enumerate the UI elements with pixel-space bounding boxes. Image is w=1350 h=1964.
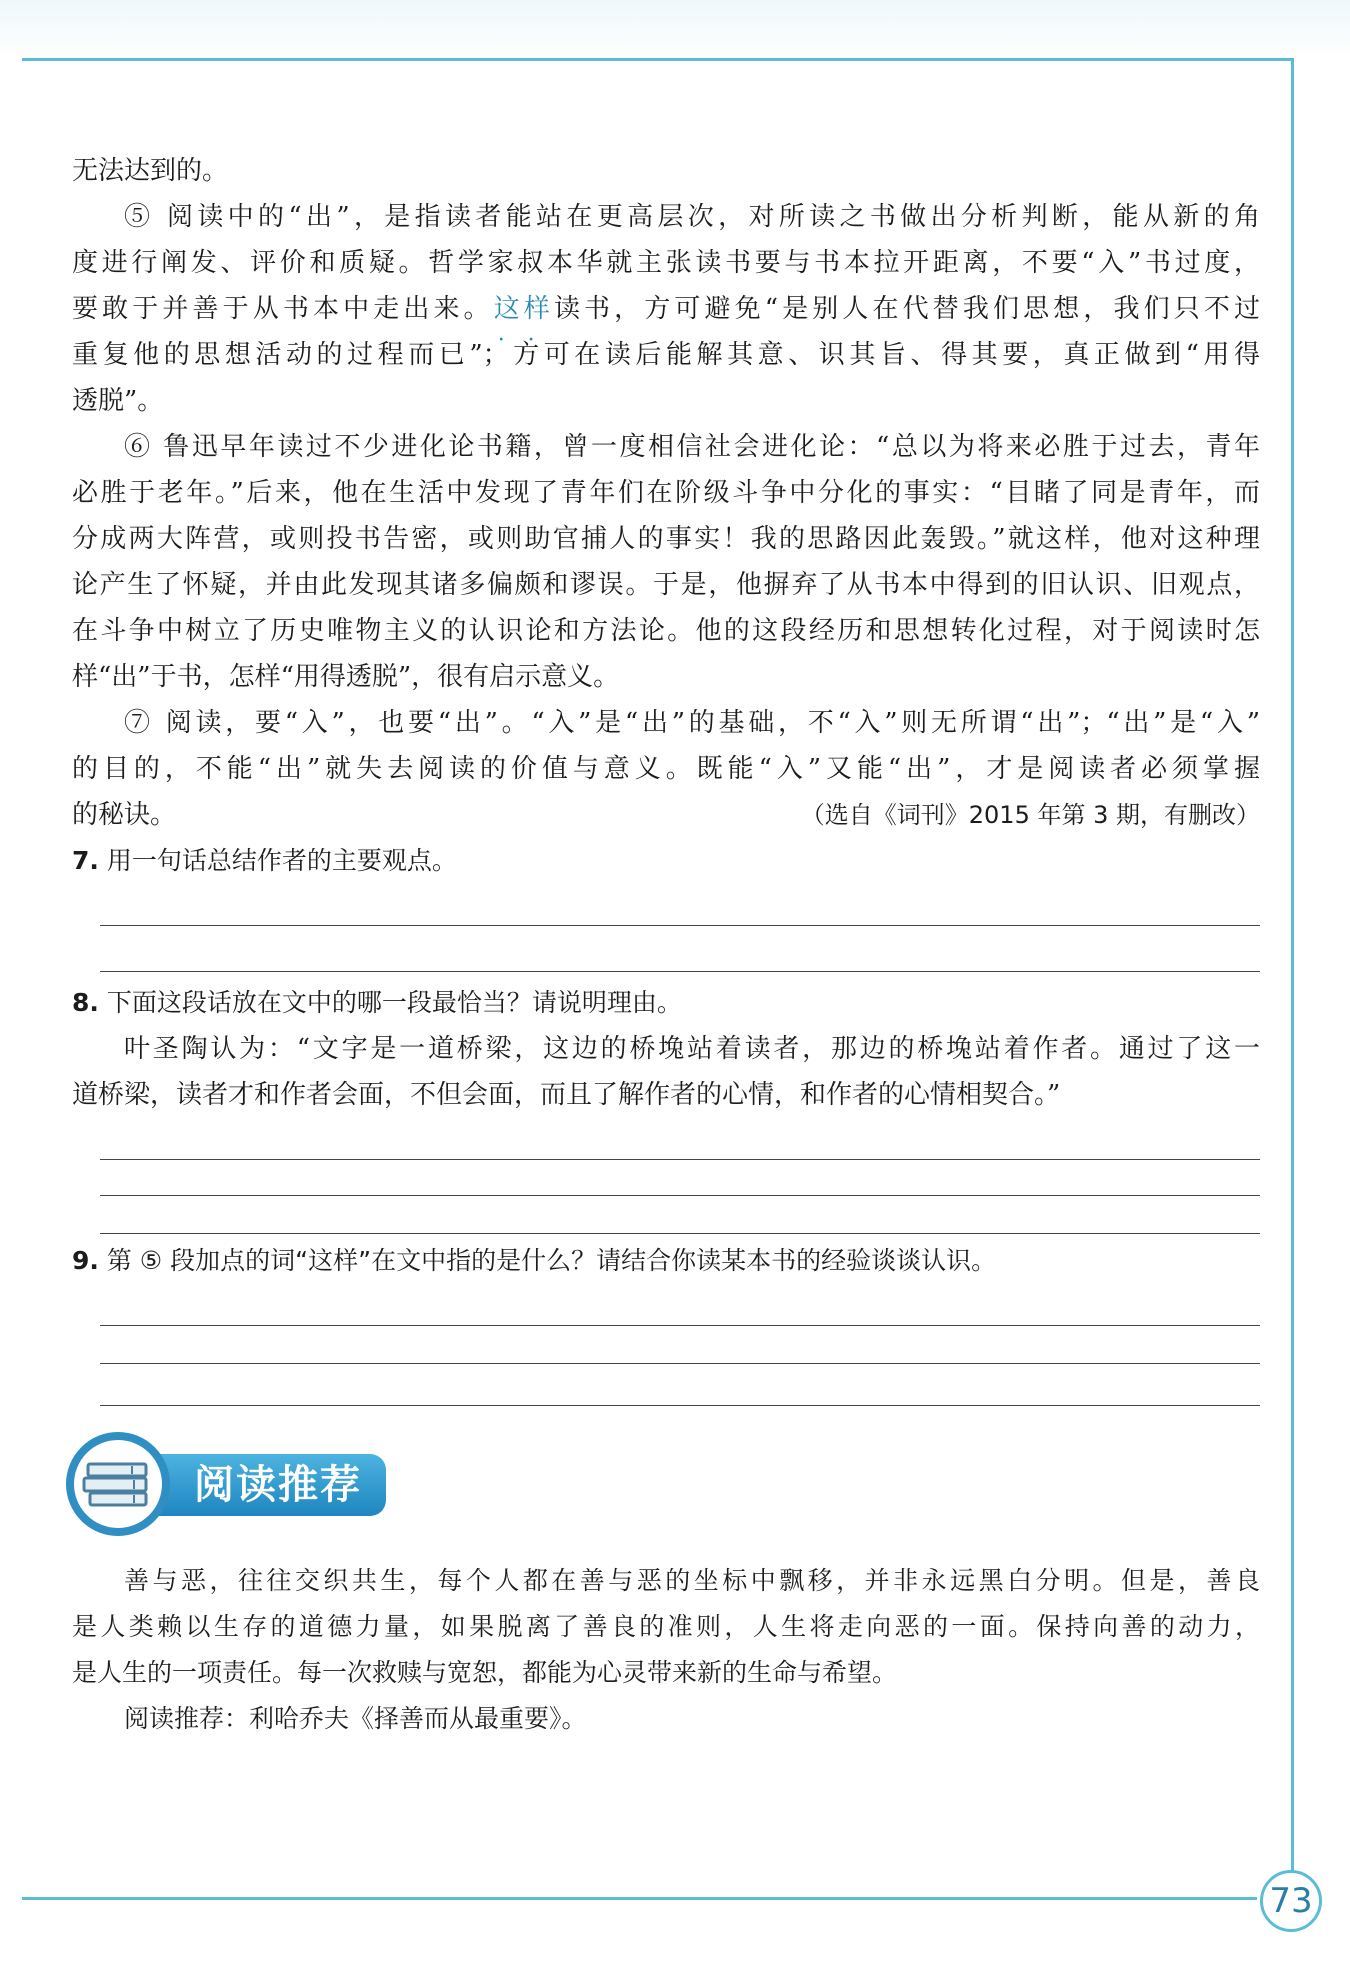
passage-text: 的秘诀。 [72,800,177,830]
question-text [72,980,1260,1026]
question-number: 8. [72,988,99,1017]
reading-recommendation-header [66,1432,1260,1540]
passage-line: 必胜于老年。”后来，他在生活中发现了青年们在阶级斗争中分化的事实：“目睹了同是青年，而 [72,478,1260,508]
question-number: 7. [72,846,99,875]
passage-line [72,792,1260,838]
frame-top-border [22,58,1294,61]
answer-line[interactable] [100,1284,1260,1326]
question-prompt: 第 ⑤ 段加点的词“这样”在文中指的是什么？请结合你读某本书的经验谈谈认识。 [106,1246,997,1275]
recommendation-line: 阅读推荐：利哈乔夫《择善而从最重要》。 [124,1704,587,1733]
answer-line[interactable] [100,1160,1260,1196]
answer-line[interactable] [100,1118,1260,1160]
recommendation-line: 是人类赖以生存的道德力量，如果脱离了善良的准则，人生将走向恶的一面。保持向善的动力， [72,1612,1260,1641]
question-number: 9. [72,1246,99,1275]
question-text [72,838,1260,884]
passage-line: 分成两大阵营，或则投书告密，或则助官捕人的事实！我的思路因此轰毁。”就这样，他对这种理 [72,524,1260,554]
passage-line: ⑤ 阅读中的“出”，是指读者能站在更高层次，对所读之书做出分析判断，能从新的角 [124,202,1260,232]
books-icon [66,1432,170,1536]
answer-line[interactable] [100,926,1260,972]
passage-line: 的目的，不能“出”就失去阅读的价值与意义。既能“入”又能“出”，才是阅读者必须掌握 [72,754,1260,784]
recommendation-title: 阅读推荐 [194,1462,362,1508]
answer-line[interactable] [100,1196,1260,1234]
emphasized-word: 这样 · · [494,294,554,324]
passage-text: 要敢于并善于从书本中走出来。 [72,294,494,324]
question-7 [72,838,1260,972]
answer-line[interactable] [100,884,1260,926]
passage-line: 透脱”。 [72,386,164,416]
passage-line: ⑥ 鲁迅早年读过不少进化论书籍，曾一度相信社会进化论：“总以为将来必胜于过去，青年 [124,432,1260,462]
passage-line: ⑦ 阅读，要“入”，也要“出”。“入”是“出”的基础，不“入”则无所谓“出”；“出”是“入” [124,708,1260,738]
passage-text: 读书，方可避免“是别人在代替我们思想，我们只不过 [553,294,1260,324]
passage-line: 论产生了怀疑，并由此发现其诸多偏颇和谬误。于是，他摒弃了从书本中得到的旧认识、旧观点， [72,570,1260,600]
passage-line: 无法达到的。 [72,156,229,186]
question-prompt: 下面这段话放在文中的哪一段最恰当？请说明理由。 [106,988,682,1017]
recommendation-line: 是人生的一项责任。每一次救赎与宽恕，都能为心灵带来新的生命与希望。 [72,1658,898,1687]
passage-line [72,286,1260,332]
source-citation: （选自《词刊》2015 年第 3 期，有删改） [800,801,1260,829]
page-content [72,148,1260,1742]
question-9 [72,1238,1260,1406]
question-text [72,1238,1260,1284]
answer-line[interactable] [100,1326,1260,1364]
passage-line: 样“出”于书，怎样“用得透脱”，很有启示意义。 [72,662,620,692]
question-8 [72,980,1260,1234]
quote-line: 道桥梁，读者才和作者会面，不但会面，而且了解作者的心情，和作者的心情相契合。” [72,1080,1061,1110]
frame-right-border [1291,58,1294,1900]
frame-bottom-border [22,1897,1257,1900]
passage-line: 在斗争中树立了历史唯物主义的认识论和方法论。他的这段经历和思想转化过程，对于阅读时怎 [72,616,1260,646]
passage-line: 度进行阐发、评价和质疑。哲学家叔本华就主张读书要与书本拉开距离，不要“入”书过度， [72,248,1260,278]
recommendation-text [72,1558,1260,1742]
recommendation-line: 善与恶，往往交织共生，每个人都在善与恶的坐标中飘移，并非永远黑白分明。但是，善良 [124,1566,1260,1595]
answer-line[interactable] [100,1364,1260,1406]
question-prompt: 用一句话总结作者的主要观点。 [106,846,457,875]
page-number: 73 [1260,1870,1322,1932]
header-band [0,0,1350,58]
passage-line: 重复他的思想活动的过程而已”；方可在读后能解其意、识其旨、得其要，真正做到“用得 [72,340,1260,370]
passage [72,148,1260,838]
quote-line: 叶圣陶认为：“文字是一道桥梁，这边的桥堍站着读者，那边的桥堍站着作者。通过了这一 [124,1034,1260,1064]
